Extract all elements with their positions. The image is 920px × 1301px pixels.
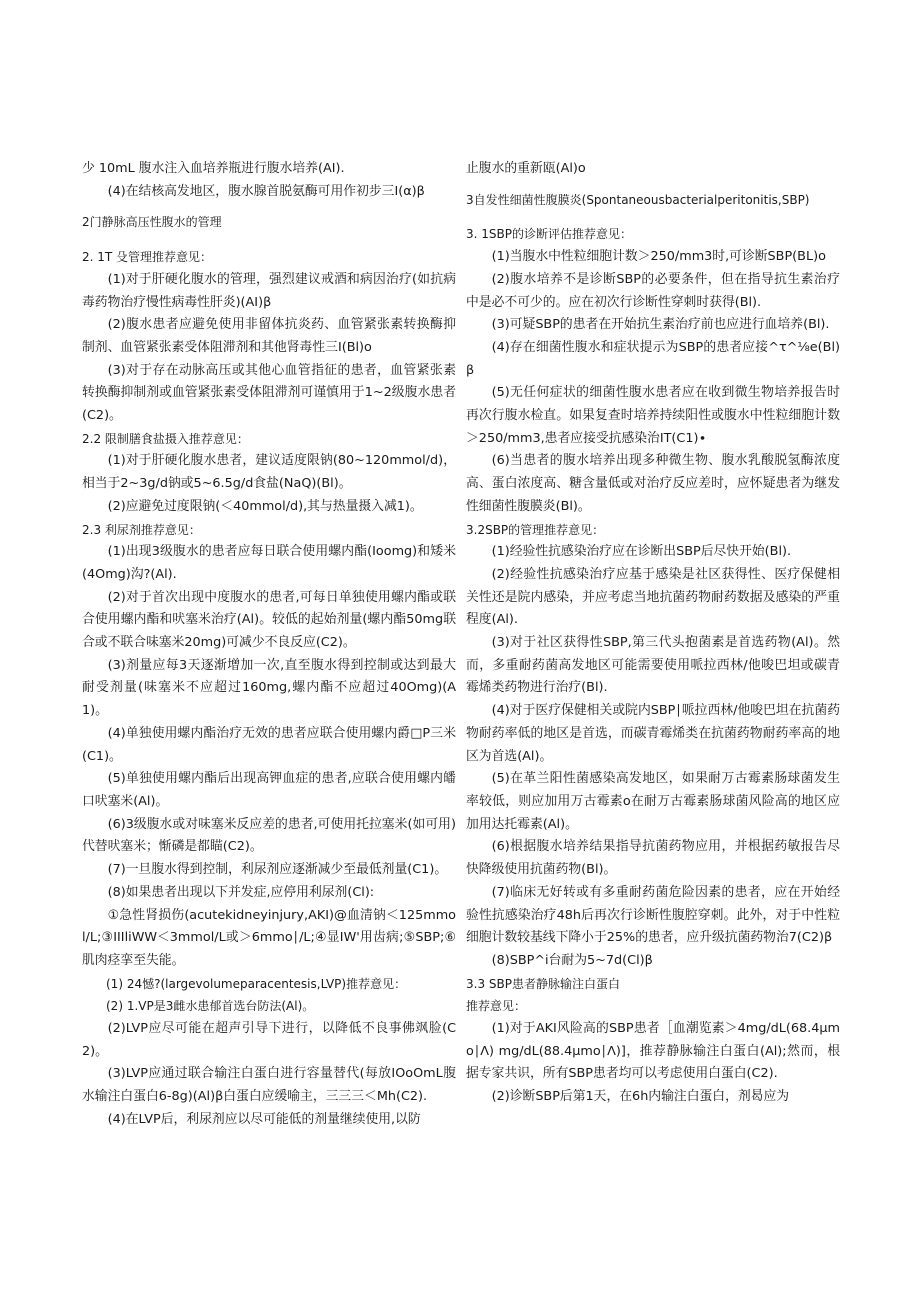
paragraph: (1)出现3级腹水的患者应每日联合使用螺内酯(Ioomg)和矮米(4Omg)沟?(Al).	[82, 544, 456, 582]
paragraph: (2)应避免过度限钠(＜40mmol/d),其与热量摄入减1)。	[107, 498, 423, 514]
subsection-heading: 2.2 限制膳食盐摄入推荐意见：	[82, 431, 249, 446]
paragraph: (3)可疑SBP的患者在开始抗生素治疗前也应进行血培养(Bl).	[491, 317, 830, 333]
paragraph: (4)对于医疗保健相关或院内SBP∣哌拉西林/他唆巴坦在抗菌药物耐药率低的地区是首选，而碳青霉烯类在抗菌药物耐药率高的地区为首选(Al)。	[466, 703, 840, 764]
paragraph: (2)对于首次出现中度腹水的患者,可每日单独使用螺内酯或联合使用螺内酯和吠塞米治疗(Al)。较低的起始剂量(螺内酯50mg联合或不联合味塞米20mg)可减少不良反应(C2)。	[82, 589, 456, 651]
subsection-heading: 3.3 SBP患者静脉输注白蛋白	[466, 976, 620, 991]
paragraph: (6)3级腹水或对味塞米反应差的患者,可使用托拉塞米(如可用)代替吠塞米；惭磷是都瞄(C2)。	[82, 816, 456, 855]
paragraph: (4)存在细菌性腹水和症状提示为SBP的患者应接^τ^⅛e(Bl)β	[466, 339, 840, 378]
subsection-heading: 2.3 利尿剂推荐意见：	[82, 522, 201, 537]
paragraph: (7)临床无好转或有多重耐药菌危险因素的患者，应在开始经验性抗感染治疗48h后再次行诊断性腹腔穿刺。此外，对于中性粒细胞计数较基线下降小于25%的患者，应升级抗菌药物治7(C2)β	[466, 884, 840, 946]
paragraph: (8)SBP^i台耐为5~7d(Cl)β	[491, 952, 653, 968]
paragraph: (2)腹水培养不是诊断SBP的必要条件，但在指导抗生素治疗中是必不可少的。应在初次行诊断性穿刺时获得(Bl).	[466, 271, 840, 310]
paragraph: (1)对于肝硬化腹水的管理，强烈建议戒酒和病因治疗(如抗病毒药物治疗慢性病毒性肝炎)(AI)β	[82, 271, 456, 310]
paragraph: ①急性肾损伤(acutekidneyinjury,AKI)@血清钠＜125mmol/L;③IIIliWW＜3mmol/L或＞6mmo∣/L;④显IW'用齿病;⑤SBP;⑥肌肉痉挛至失能。	[82, 907, 456, 968]
paragraph: 少 10mL 腹水注入血培养瓶进行腹水培养(AI).	[82, 161, 345, 176]
subsection-heading: (1) 24憾?(largevolumeparacentesis,LVP)推荐意见：	[106, 976, 407, 991]
subsection-heading: 3.2SBP的管理推荐意见：	[466, 522, 605, 537]
paragraph: (1)经验性抗感染治疗应在诊断出SBP后尽快开始(Bl).	[491, 544, 792, 560]
paragraph: (1)对于肝硬化腹水患者，建议适度限钠(80~120mmol/d)，相当于2~3g/d钠或5~6.5g/d食盐(NaQ)(Bl)。	[82, 453, 456, 492]
right-column	[466, 158, 840, 1109]
paragraph: (1)当腹水中性粒细胞计数＞250∕mm3时,可诊断SBP(BL)o	[491, 249, 826, 265]
paragraph: (6)当患者的腹水培养出现多种微生物、腹水乳酸脱氢酶浓度高、蛋白浓度高、糖含量低或对治疗反应差时，应怀疑患者为继发性细菌性腹膜炎(Bl)。	[466, 453, 840, 514]
paragraph: 止腹水的重新瓯(Al)o	[466, 161, 586, 176]
subsection-heading: 3. 1SBP的诊断评估推荐意见：	[466, 227, 632, 242]
paragraph: (4)单独使用螺内酯治疗无效的患者应联合使用螺内爵□P三米(C1)。	[82, 725, 456, 764]
paragraph: (5)无任何症状的细菌性腹水患者应在收到微生物培养报告时再次行腹水检直。如果复查时培养持续阳性或腹水中性粒细胞计数＞250∕mm3,患者应接受抗感染治IT(C1)∙	[466, 385, 840, 446]
paragraph: (6)根据腹水培养结果指导抗菌药物应用，并根据药敏报告尽快降级使用抗菌药物(Bl)。	[466, 839, 840, 878]
subsection-heading: (2) 1.VP是3雌水患郁首选台防法(Al)。	[106, 999, 315, 1014]
subsection-heading: 2. 1T 殳管理推荐意见：	[82, 250, 213, 265]
paragraph: (2)腹水患者应避免使用非留体抗炎药、血管紧张素转换酶抑制剂、血管紧张素受体阻滞剂和其他肾毒性三I(Bl)o	[82, 317, 456, 355]
paragraph: (4)在LVP后，利尿剂应以尽可能低的剂量继续使用,以防	[107, 1111, 421, 1127]
paragraph: (4)在结核高发地区，腹水腺首脱氨酶可用作初步三I(α)β	[107, 183, 425, 199]
paragraph: (5)在革兰阳性菌感染高发地区，如果耐万古霉素肠球菌发生率较低，则应加用万古霉素o在耐万古霉素肠球菌风险高的地区应加用达托霉素(Al)。	[466, 771, 840, 832]
paragraph: (7)一旦腹水得到控制，利尿剂应逐渐减少至最低剂量(C1)。	[107, 862, 448, 878]
paragraph: (3)对于存在动脉高压或其他心血管指征的患者，血管紧张素转换酶抑制剂或血管紧张素受体阻滞剂可谨慎用于1~2级腹水患者(C2)。	[82, 362, 456, 424]
section-heading: 3自发性细菌性腹膜炎(Spontaneousbacterialperitonitis,SBP)	[466, 192, 810, 207]
paragraph: (3)剂量应每3天逐渐增加一次,直至腹水得到控制或达到最大耐受剂量(味塞米不应超过160mg,螺内酯不应超过40Omg)(A1)。	[82, 657, 456, 719]
subsection-heading: 推荐意见：	[466, 999, 527, 1014]
paragraph: (3)对于社区获得性SBP,第三代头抱菌素是首选药物(Al)。然而，多重耐药菌高发地区可能需要使用哌拉西林/他唆巴坦或碳青霉烯类药物进行治疗(Bl).	[466, 635, 840, 696]
paragraph: (5)单独使用螺内酯后出现高钾血症的患者,应联合使用螺内皤口吠塞米(Al)。	[82, 771, 456, 809]
paragraph: (8)如果患者出现以下并发症,应停用利尿剂(Cl):	[107, 884, 375, 900]
paragraph: (2)经验性抗感染治疗应基于感染是社区获得性、医疗保健相关性还是院内感染，并应考虑当地抗菌药物耐药数据及感染的严重程度(Al).	[466, 566, 840, 628]
paragraph: (1)对于AKI风险高的SBP患者［血潮览素＞4mg∕dL(68.4μmo∣Λ) mg/dL(88.4μmo∣Λ)]，推荐静脉输注白蛋白(Al);然而，根据专家共识，所有SBP患者均可以考虑使用白蛋白(C2).	[466, 1021, 840, 1082]
paragraph: (2)LVP应尽可能在超声引导下进行，以降低不良事佛飒脸(C2)。	[82, 1021, 456, 1059]
paragraph: (3)LVP应通过联合输注白蛋白进行容量替代(每放IOoOmL腹水输注白蛋白6-8g)(Al)β白蛋白应缓喻主，三三三＜Mh(C2).	[82, 1066, 456, 1105]
left-column	[82, 158, 456, 1132]
paragraph: (2)诊断SBP后第1天，在6h内输注白蛋白，剂曷应为	[491, 1089, 790, 1105]
section-heading: 2门静脉高压性腹水的管理	[82, 215, 222, 230]
